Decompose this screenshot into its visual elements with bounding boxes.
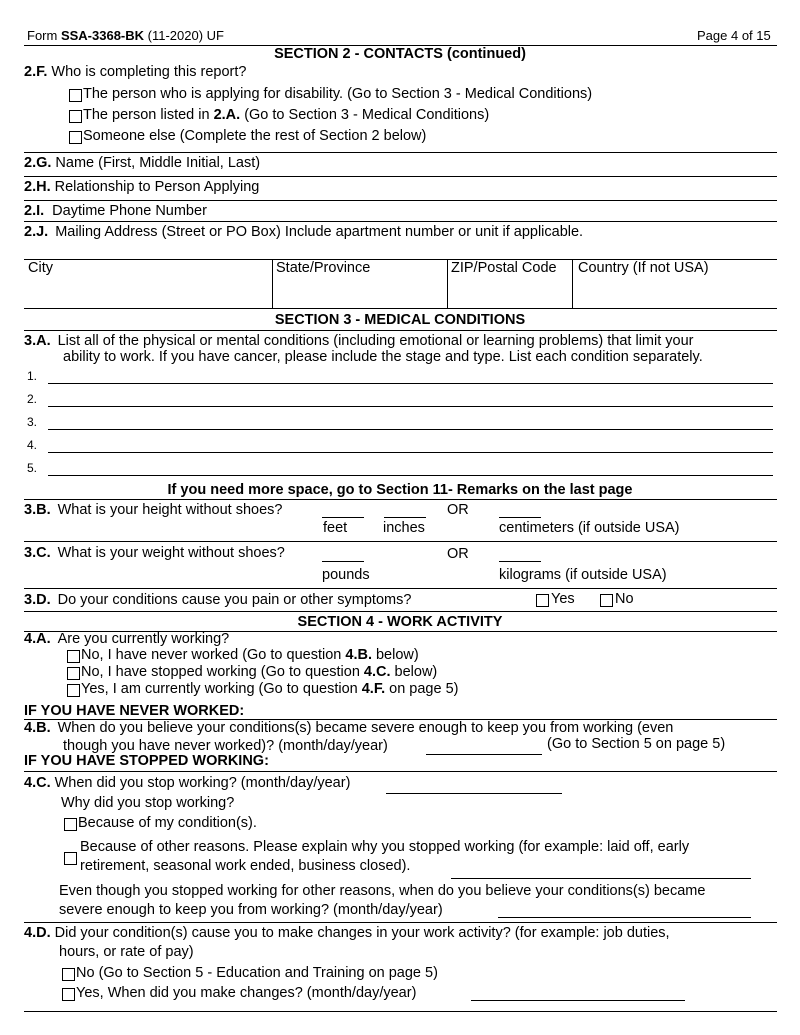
- question-2h: 2.H. Relationship to Person Applying: [24, 179, 260, 195]
- condition-3-input[interactable]: [48, 429, 773, 430]
- label-3d-yes: Yes: [551, 591, 575, 607]
- question-4b-line2: though you have never worked)? (month/day/year): [63, 738, 388, 754]
- question-3c: 3.C. What is your weight without shoes?: [24, 545, 285, 561]
- inches-label: inches: [383, 520, 425, 536]
- option-2f-applicant: The person who is applying for disability. (Go to Section 3 - Medical Conditions): [83, 86, 593, 102]
- question-2i: 2.I. Daytime Phone Number: [24, 203, 207, 219]
- checkbox-4a-stopped-working[interactable]: [67, 667, 80, 680]
- weight-or: OR: [447, 546, 469, 562]
- condition-number: 3.: [27, 415, 38, 429]
- centimeters-label: centimeters (if outside USA): [499, 520, 680, 536]
- question-2g: 2.G. Name (First, Middle Initial, Last): [24, 155, 261, 171]
- checkbox-3d-no[interactable]: [600, 594, 613, 607]
- question-2f: 2.F. Who is completing this report?: [24, 64, 247, 80]
- checkbox-4c-condition[interactable]: [64, 818, 77, 831]
- height-cm-input[interactable]: [499, 517, 541, 518]
- kilograms-label: kilograms (if outside USA): [499, 567, 667, 583]
- stopped-working-heading: IF YOU HAVE STOPPED WORKING:: [24, 753, 269, 769]
- checkbox-4a-currently-working[interactable]: [67, 684, 80, 697]
- question-4c: 4.C. When did you stop working? (month/day/year): [24, 775, 351, 791]
- never-worked-heading: IF YOU HAVE NEVER WORKED:: [24, 703, 245, 719]
- address-country-label: Country (If not USA): [578, 260, 709, 276]
- question-3a: 3.A. List all of the physical or mental conditions (including emotional or learning problems) that limit your: [24, 333, 694, 349]
- address-state-label: State/Province: [276, 260, 371, 276]
- option-4d-no: No (Go to Section 5 - Education and Training on page 5): [76, 965, 438, 981]
- weight-kg-input[interactable]: [499, 561, 541, 562]
- option-2f-someone-else: Someone else (Complete the rest of Section 2 below): [83, 128, 427, 144]
- option-4c-condition: Because of my condition(s).: [78, 815, 257, 831]
- more-space-note: If you need more space, go to Section 11- Remarks on the last page: [167, 482, 633, 498]
- never-worked-date-input[interactable]: [426, 754, 542, 755]
- condition-number: 4.: [27, 438, 38, 452]
- height-or: OR: [447, 502, 469, 518]
- option-4d-yes: Yes, When did you make changes? (month/day/year): [76, 985, 417, 1001]
- checkbox-2f-person-2a[interactable]: [69, 110, 82, 123]
- option-4c-other-reasons: Because of other reasons. Please explain why you stopped working (for example: laid off, early: [80, 839, 690, 855]
- checkbox-4d-yes[interactable]: [62, 988, 75, 1001]
- condition-number: 2.: [27, 392, 38, 406]
- other-reasons-input[interactable]: [451, 878, 751, 879]
- section-3-title: SECTION 3 - MEDICAL CONDITIONS: [274, 312, 526, 328]
- question-4d: 4.D. Did your condition(s) cause you to make changes in your work activity? (for example: job duties,: [24, 925, 670, 941]
- question-4b-goto: (Go to Section 5 on page 5): [547, 736, 726, 752]
- weight-pounds-input[interactable]: [322, 561, 364, 562]
- address-city-label: City: [28, 260, 53, 276]
- checkbox-4c-other-reasons[interactable]: [64, 852, 77, 865]
- even-though-text: Even though you stopped working for other reasons, when do you believe your conditions(s) became: [59, 883, 706, 899]
- condition-4-input[interactable]: [48, 452, 773, 453]
- option-4a-never-worked: No, I have never worked (Go to question 4.B. below): [81, 647, 419, 663]
- checkbox-3d-yes[interactable]: [536, 594, 549, 607]
- checkbox-2f-someone-else[interactable]: [69, 131, 82, 144]
- feet-label: feet: [323, 520, 348, 536]
- question-4d-line2: hours, or rate of pay): [59, 944, 194, 960]
- condition-number: 5.: [27, 461, 38, 475]
- page-number: Page 4 of 15: [697, 28, 771, 43]
- question-3a-line2: ability to work. If you have cancer, please include the stage and type. List each condition separately.: [63, 349, 703, 365]
- changes-date-input[interactable]: [471, 1000, 685, 1001]
- checkbox-4a-never-worked[interactable]: [67, 650, 80, 663]
- question-3d: 3.D. Do your conditions cause you pain or other symptoms?: [24, 592, 412, 608]
- even-though-text-line2: severe enough to keep you from working? (month/day/year): [59, 902, 443, 918]
- severe-date-input[interactable]: [498, 917, 751, 918]
- option-4a-currently-working: Yes, I am currently working (Go to question 4.F. on page 5): [81, 681, 459, 697]
- option-4a-stopped-working: No, I have stopped working (Go to question 4.C. below): [81, 664, 438, 680]
- checkbox-2f-applicant[interactable]: [69, 89, 82, 102]
- question-2j: 2.J. Mailing Address (Street or PO Box) Include apartment number or unit if applicable.: [24, 224, 584, 240]
- pounds-label: pounds: [322, 567, 370, 583]
- condition-5-input[interactable]: [48, 475, 773, 476]
- condition-number: 1.: [27, 369, 38, 383]
- section-4-title: SECTION 4 - WORK ACTIVITY: [297, 614, 503, 630]
- address-zip-label: ZIP/Postal Code: [451, 260, 557, 276]
- condition-2-input[interactable]: [48, 406, 773, 407]
- checkbox-4d-no[interactable]: [62, 968, 75, 981]
- option-2f-person-2a: The person listed in 2.A. (Go to Section 3 - Medical Conditions): [83, 107, 490, 123]
- question-4b: 4.B. When do you believe your conditions(s) became severe enough to keep you from working (even: [24, 720, 674, 736]
- stop-working-date-input[interactable]: [386, 793, 562, 794]
- condition-1-input[interactable]: [48, 383, 773, 384]
- question-3b: 3.B. What is your height without shoes?: [24, 502, 283, 518]
- form-id: Form SSA-3368-BK (11-2020) UF: [27, 28, 225, 43]
- why-stopped-label: Why did you stop working?: [61, 795, 235, 811]
- height-feet-input[interactable]: [322, 517, 364, 518]
- option-4c-other-reasons-line2: retirement, seasonal work ended, business closed).: [80, 858, 411, 874]
- height-inches-input[interactable]: [384, 517, 426, 518]
- section-2-title: SECTION 2 - CONTACTS (continued): [274, 46, 526, 62]
- question-4a: 4.A. Are you currently working?: [24, 631, 230, 647]
- label-3d-no: No: [615, 591, 634, 607]
